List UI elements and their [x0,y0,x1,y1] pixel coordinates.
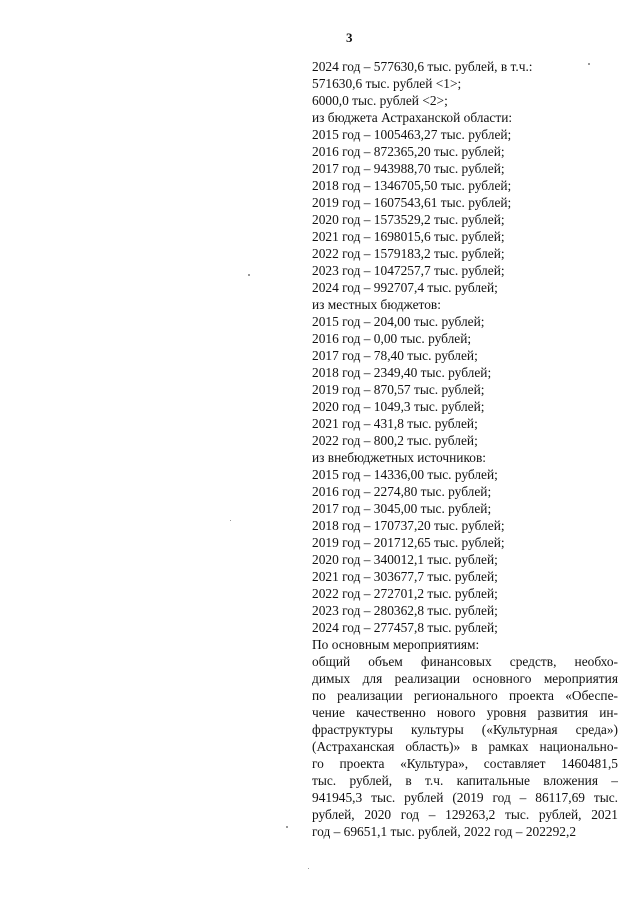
paragraph-line: по реализации регионального проекта «Обеспе- [312,688,618,703]
text-line: 2015 год – 14336,00 тыс. рублей; [312,467,498,482]
scan-speck [248,274,250,276]
text-line: 6000,0 тыс. рублей <2>; [312,93,448,108]
paragraph-line: (Астраханская область)» в рамках национально- [312,739,618,754]
scan-speck [308,868,309,869]
text-line: 2017 год – 943988,70 тыс. рублей; [312,161,505,176]
text-line: 2018 год – 1346705,50 тыс. рублей; [312,178,512,193]
text-line: 2015 год – 204,00 тыс. рублей; [312,314,485,329]
text-line: из внебюджетных источников: [312,450,487,465]
text-column [312,58,618,840]
text-line: 2024 год – 277457,8 тыс. рублей; [312,620,498,635]
text-line: 2022 год – 272701,2 тыс. рублей; [312,586,498,601]
text-line: 2023 год – 280362,8 тыс. рублей; [312,603,498,618]
paragraph-line: го проекта «Культура», составляет 1460481,5 [312,756,618,771]
paragraph-line: рублей, 2020 год – 129263,2 тыс. рублей, 2021 [312,807,618,822]
text-line: 2016 год – 872365,20 тыс. рублей; [312,144,505,159]
text-line: 2021 год – 431,8 тыс. рублей; [312,416,478,431]
text-line: 2018 год – 170737,20 тыс. рублей; [312,518,505,533]
text-line: 2020 год – 1049,3 тыс. рублей; [312,399,485,414]
text-line: 2019 год – 1607543,61 тыс. рублей; [312,195,512,210]
paragraph-line: год – 69651,1 тыс. рублей, 2022 год – 202292,2 [312,824,577,839]
funding-lines [312,58,618,653]
text-line: 2019 год – 201712,65 тыс. рублей; [312,535,505,550]
scan-speck [230,520,231,521]
text-line: из местных бюджетов: [312,297,441,312]
scan-speck [588,63,590,65]
text-line: 2021 год – 1698015,6 тыс. рублей; [312,229,505,244]
text-line: 2019 год – 870,57 тыс. рублей; [312,382,485,397]
text-line: По основным мероприятиям: [312,637,480,652]
text-line: 2023 год – 1047257,7 тыс. рублей; [312,263,505,278]
text-line: 2022 год – 1579183,2 тыс. рублей; [312,246,505,261]
paragraph-line: чение качественно нового уровня развития ин- [312,705,618,720]
paragraph-line: 941945,3 тыс. рублей (2019 год – 86117,69 тыс. [312,790,618,805]
text-line: 2022 год – 800,2 тыс. рублей; [312,433,478,448]
text-line: 2017 год – 78,40 тыс. рублей; [312,348,478,363]
paragraph-line: фраструктуры культуры («Культурная среда») [312,722,618,737]
text-line: 2021 год – 303677,7 тыс. рублей; [312,569,498,584]
text-line: 2016 год – 0,00 тыс. рублей; [312,331,472,346]
text-line: 2024 год – 577630,6 тыс. рублей, в т.ч.: [312,59,533,74]
text-line: 2016 год – 2274,80 тыс. рублей; [312,484,492,499]
scan-speck [286,826,288,828]
text-line: 2017 год – 3045,00 тыс. рублей; [312,501,492,516]
text-line: 2020 год – 340012,1 тыс. рублей; [312,552,498,567]
text-line: 571630,6 тыс. рублей <1>; [312,76,462,91]
text-line: 2015 год – 1005463,27 тыс. рублей; [312,127,512,142]
text-line: 2018 год – 2349,40 тыс. рублей; [312,365,492,380]
funding-paragraph [312,653,618,840]
page-number: 3 [346,30,353,45]
text-line: 2020 год – 1573529,2 тыс. рублей; [312,212,505,227]
paragraph-line: тыс. рублей, в т.ч. капитальные вложения – [312,773,618,788]
text-line: из бюджета Астраханской области: [312,110,513,125]
paragraph-line: общий объем финансовых средств, необхо- [312,654,618,669]
text-line: 2024 год – 992707,4 тыс. рублей; [312,280,498,295]
paragraph-line: димых для реализации основного мероприятия [312,671,618,686]
